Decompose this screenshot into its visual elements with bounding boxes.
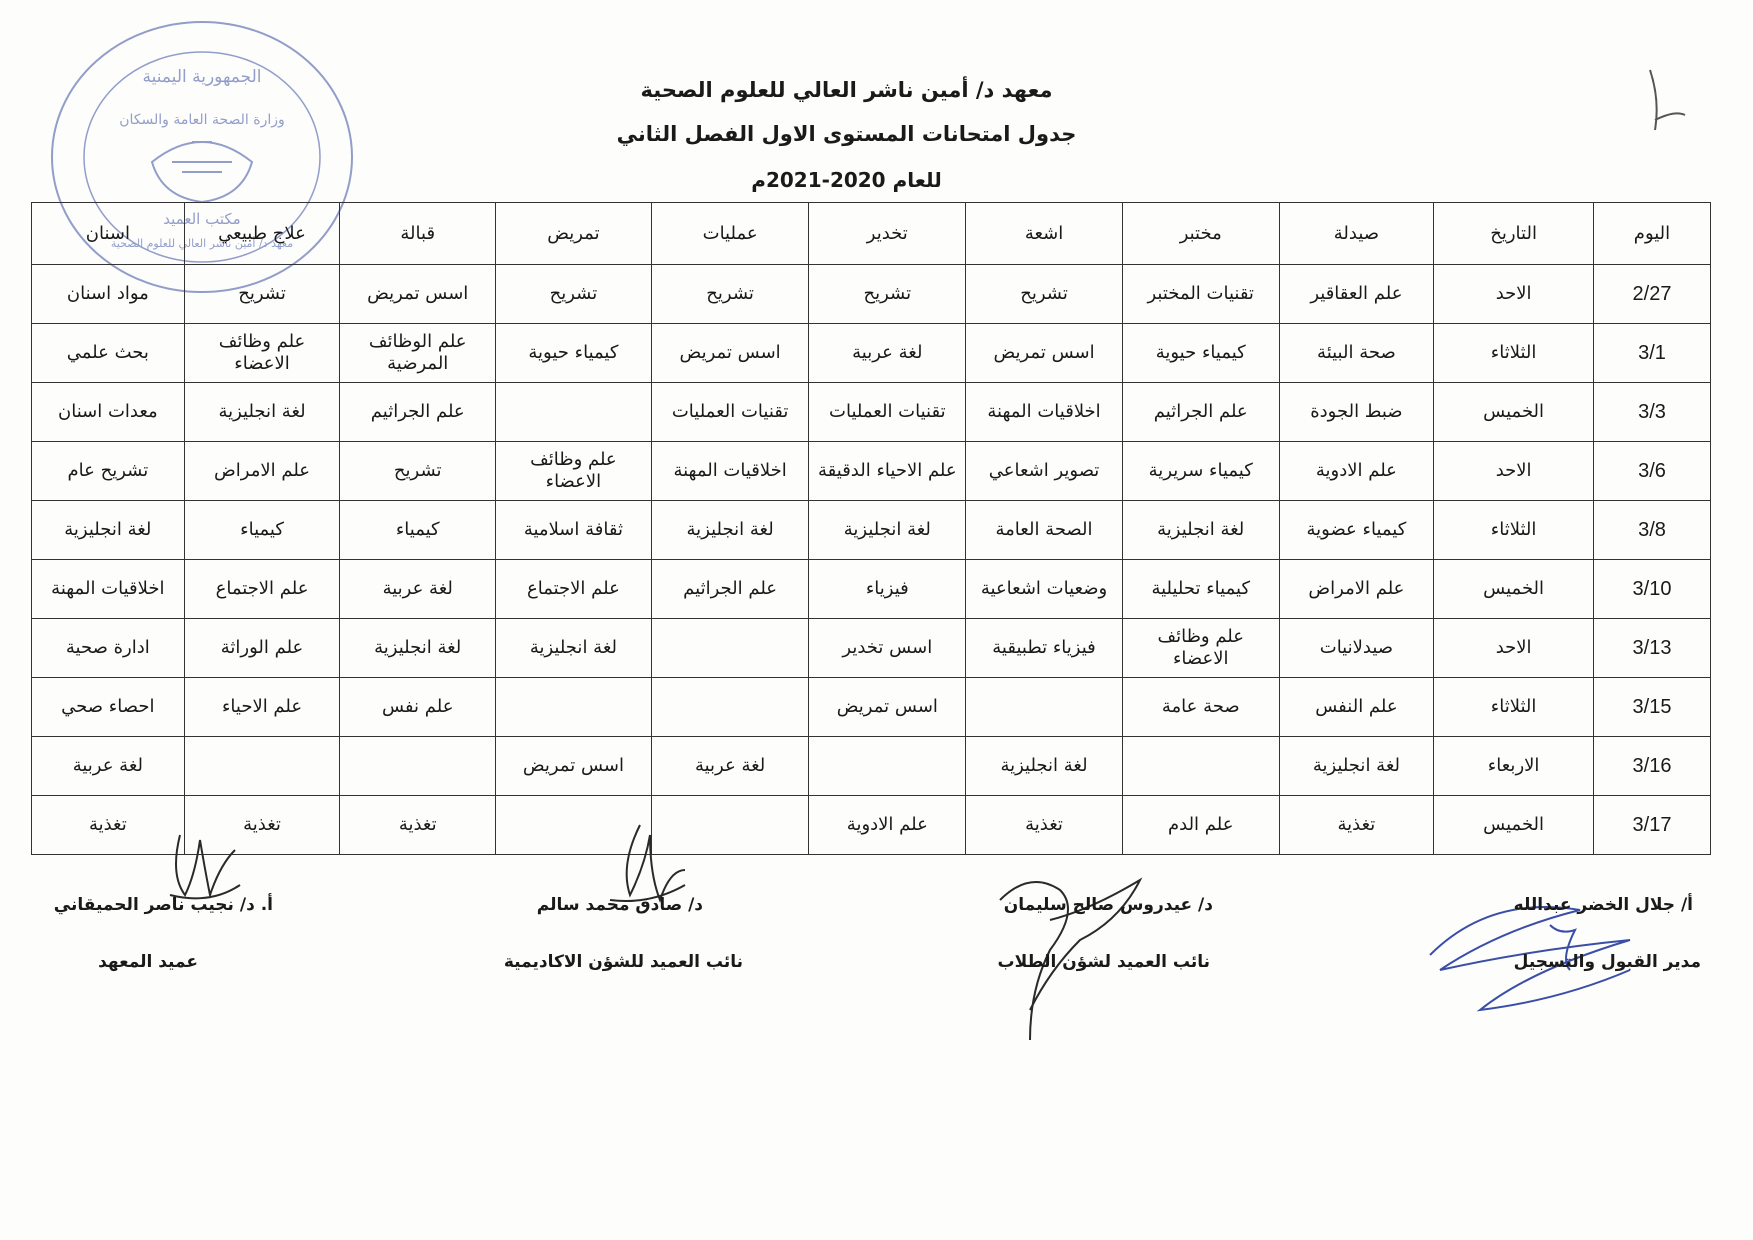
subject-cell: لغة انجليزية xyxy=(1122,501,1279,560)
subject-cell xyxy=(651,678,809,737)
subject-cell: صحة عامة xyxy=(1122,678,1279,737)
subject-cell: اسس تخدير xyxy=(809,619,966,678)
table-row xyxy=(32,796,1711,855)
signatory-academic-name: د/ صادق محمد سالم xyxy=(536,895,703,915)
signatory-dean-role: عميد المعهد xyxy=(98,952,198,972)
exam-schedule-table xyxy=(31,202,1711,855)
date-cell: 3/6 xyxy=(1593,442,1710,501)
subject-cell: علم العقاقير xyxy=(1279,265,1434,324)
date-cell: 3/3 xyxy=(1593,383,1710,442)
subject-cell: لغة انجليزية xyxy=(809,501,966,560)
subject-cell: علم النفس xyxy=(1279,678,1434,737)
subject-cell: تغذية xyxy=(32,796,185,855)
signatory-students-role: نائب العميد لشؤن الطلاب xyxy=(997,952,1210,972)
subject-cell: اسس تمريض xyxy=(496,737,652,796)
column-header: علاج طبيعي xyxy=(184,203,340,265)
table-row xyxy=(32,737,1711,796)
column-header: عمليات xyxy=(651,203,809,265)
subject-cell: علم وظائف الاعضاء xyxy=(184,324,340,383)
subject-cell: لغة انجليزية xyxy=(651,501,809,560)
column-header: صيدلة xyxy=(1279,203,1434,265)
stamp-text-ministry: وزارة الصحة العامة والسكان xyxy=(119,112,285,128)
subject-cell: علم الجراثيم xyxy=(651,560,809,619)
subject-cell: اخلاقيات المهنة xyxy=(32,560,185,619)
day-cell: الاحد xyxy=(1434,265,1594,324)
table-row xyxy=(32,265,1711,324)
subject-cell: لغة عربية xyxy=(651,737,809,796)
subject-cell: تغذية xyxy=(340,796,496,855)
subject-cell: كيمياء xyxy=(184,501,340,560)
subject-cell: علم الوراثة xyxy=(184,619,340,678)
subject-cell: تشريح عام xyxy=(32,442,185,501)
subject-cell: تشريح xyxy=(496,265,652,324)
subject-cell xyxy=(184,737,340,796)
subject-cell: معدات اسنان xyxy=(32,383,185,442)
corner-mark xyxy=(1640,60,1700,140)
subject-cell: تغذية xyxy=(184,796,340,855)
table-row xyxy=(32,501,1711,560)
table-row xyxy=(32,678,1711,737)
subject-cell: علم الامراض xyxy=(184,442,340,501)
table-row xyxy=(32,442,1711,501)
subject-cell: اسس تمريض xyxy=(966,324,1123,383)
column-header: مختبر xyxy=(1122,203,1279,265)
subject-cell: علم الجراثيم xyxy=(340,383,496,442)
subject-cell: لغة انجليزية xyxy=(340,619,496,678)
table-header-row xyxy=(32,203,1711,265)
subject-cell: لغة انجليزية xyxy=(966,737,1123,796)
subject-cell: علم الدم xyxy=(1122,796,1279,855)
date-cell: 3/10 xyxy=(1593,560,1710,619)
day-cell: الخميس xyxy=(1434,796,1594,855)
stamp-text-bottom: معهد د/ أمين ناشر العالي للعلوم الصحية xyxy=(110,237,294,250)
table-row xyxy=(32,324,1711,383)
subject-cell: لغة انجليزية xyxy=(1279,737,1434,796)
subject-cell: تشريح xyxy=(340,442,496,501)
subject-cell: تشريح xyxy=(651,265,809,324)
column-header: قبالة xyxy=(340,203,496,265)
day-cell: الثلاثاء xyxy=(1434,324,1594,383)
day-cell: الثلاثاء xyxy=(1434,678,1594,737)
subject-cell: علم وظائف الاعضاء xyxy=(1122,619,1279,678)
subject-cell: اسس تمريض xyxy=(651,324,809,383)
academic-year: للعام 2020-2021م xyxy=(751,168,942,192)
subject-cell: وضعيات اشعاعية xyxy=(966,560,1123,619)
stamp-text-dean: مكتب العميد xyxy=(163,210,241,228)
subject-cell xyxy=(1122,737,1279,796)
subject-cell: تغذية xyxy=(1279,796,1434,855)
subject-cell: ثقافة اسلامية xyxy=(496,501,652,560)
subject-cell: علم الادوية xyxy=(809,796,966,855)
column-header: اشعة xyxy=(966,203,1123,265)
signatory-dean-name: أ. د/ نجيب ناصر الحميقاني xyxy=(53,895,273,915)
subject-cell xyxy=(496,678,652,737)
signatory-admissions-role: مدير القبول والتسجيل xyxy=(1513,952,1701,972)
subject-cell xyxy=(809,737,966,796)
date-cell: 2/27 xyxy=(1593,265,1710,324)
schedule-title: جدول امتحانات المستوى الاول الفصل الثاني xyxy=(616,122,1077,146)
subject-cell: مواد اسنان xyxy=(32,265,185,324)
day-cell: الاحد xyxy=(1434,619,1594,678)
subject-cell: ادارة صحية xyxy=(32,619,185,678)
subject-cell: علم نفس xyxy=(340,678,496,737)
subject-cell: احصاء صحي xyxy=(32,678,185,737)
subject-cell: تصوير اشعاعي xyxy=(966,442,1123,501)
date-cell: 3/8 xyxy=(1593,501,1710,560)
subject-cell: تشريح xyxy=(184,265,340,324)
subject-cell: اخلاقيات المهنة xyxy=(651,442,809,501)
subject-cell: اسس تمريض xyxy=(340,265,496,324)
date-cell: 3/1 xyxy=(1593,324,1710,383)
subject-cell: كيمياء xyxy=(340,501,496,560)
subject-cell: تشريح xyxy=(809,265,966,324)
subject-cell: علم وظائف الاعضاء xyxy=(496,442,652,501)
subject-cell: تشريح xyxy=(966,265,1123,324)
date-cell: 3/17 xyxy=(1593,796,1710,855)
subject-cell: علم الاجتماع xyxy=(184,560,340,619)
subject-cell xyxy=(651,619,809,678)
column-header: اليوم xyxy=(1593,203,1710,265)
subject-cell: لغة عربية xyxy=(809,324,966,383)
subject-cell: علم الامراض xyxy=(1279,560,1434,619)
subject-cell: صحة البيئة xyxy=(1279,324,1434,383)
subject-cell: علم الاجتماع xyxy=(496,560,652,619)
signatory-admissions-name: أ/ جلال الخضر عبدالله xyxy=(1513,895,1693,915)
subject-cell: كيمياء حيوية xyxy=(496,324,652,383)
subject-cell: كيمياء سريرية xyxy=(1122,442,1279,501)
subject-cell: فيزياء xyxy=(809,560,966,619)
date-cell: 3/15 xyxy=(1593,678,1710,737)
subject-cell: فيزياء تطبيقية xyxy=(966,619,1123,678)
day-cell: الاربعاء xyxy=(1434,737,1594,796)
subject-cell: تغذية xyxy=(966,796,1123,855)
subject-cell xyxy=(340,737,496,796)
subject-cell: تقنيات المختبر xyxy=(1122,265,1279,324)
column-header: التاريخ xyxy=(1434,203,1594,265)
day-cell: الخميس xyxy=(1434,383,1594,442)
column-header: تخدير xyxy=(809,203,966,265)
subject-cell: كيمياء حيوية xyxy=(1122,324,1279,383)
subject-cell: الصحة العامة xyxy=(966,501,1123,560)
subject-cell: لغة انجليزية xyxy=(496,619,652,678)
date-cell: 3/13 xyxy=(1593,619,1710,678)
subject-cell: كيمياء تحليلية xyxy=(1122,560,1279,619)
column-header: تمريض xyxy=(496,203,652,265)
subject-cell: لغة انجليزية xyxy=(32,501,185,560)
date-cell: 3/16 xyxy=(1593,737,1710,796)
table-row xyxy=(32,383,1711,442)
subject-cell: بحث علمي xyxy=(32,324,185,383)
subject-cell: لغة عربية xyxy=(32,737,185,796)
institute-name: معهد د/ أمين ناشر العالي للعلوم الصحية xyxy=(640,78,1053,102)
subject-cell xyxy=(966,678,1123,737)
subject-cell: علم الاحياء xyxy=(184,678,340,737)
subject-cell: اسس تمريض xyxy=(809,678,966,737)
subject-cell: علم الادوية xyxy=(1279,442,1434,501)
stamp-text-top: الجمهورية اليمنية xyxy=(142,67,262,87)
day-cell: الخميس xyxy=(1434,560,1594,619)
subject-cell: لغة انجليزية xyxy=(184,383,340,442)
day-cell: الثلاثاء xyxy=(1434,501,1594,560)
subject-cell: تقنيات العمليات xyxy=(651,383,809,442)
subject-cell: اخلاقيات المهنة xyxy=(966,383,1123,442)
subject-cell xyxy=(496,383,652,442)
day-cell: الاحد xyxy=(1434,442,1594,501)
subject-cell: لغة عربية xyxy=(340,560,496,619)
table-row xyxy=(32,560,1711,619)
subject-cell: تقنيات العمليات xyxy=(809,383,966,442)
signatory-students-name: د/ عيدروس صالح سليمان xyxy=(1003,895,1213,915)
subject-cell: علم الجراثيم xyxy=(1122,383,1279,442)
signatory-academic-role: نائب العميد للشؤن الاكاديمية xyxy=(503,952,743,972)
subject-cell: علم الوظائف المرضية xyxy=(340,324,496,383)
subject-cell: صيدلانيات xyxy=(1279,619,1434,678)
column-header: اسنان xyxy=(32,203,185,265)
subject-cell: كيمياء عضوية xyxy=(1279,501,1434,560)
subject-cell: ضبط الجودة xyxy=(1279,383,1434,442)
subject-cell: علم الاحياء الدقيقة xyxy=(809,442,966,501)
table-row xyxy=(32,619,1711,678)
